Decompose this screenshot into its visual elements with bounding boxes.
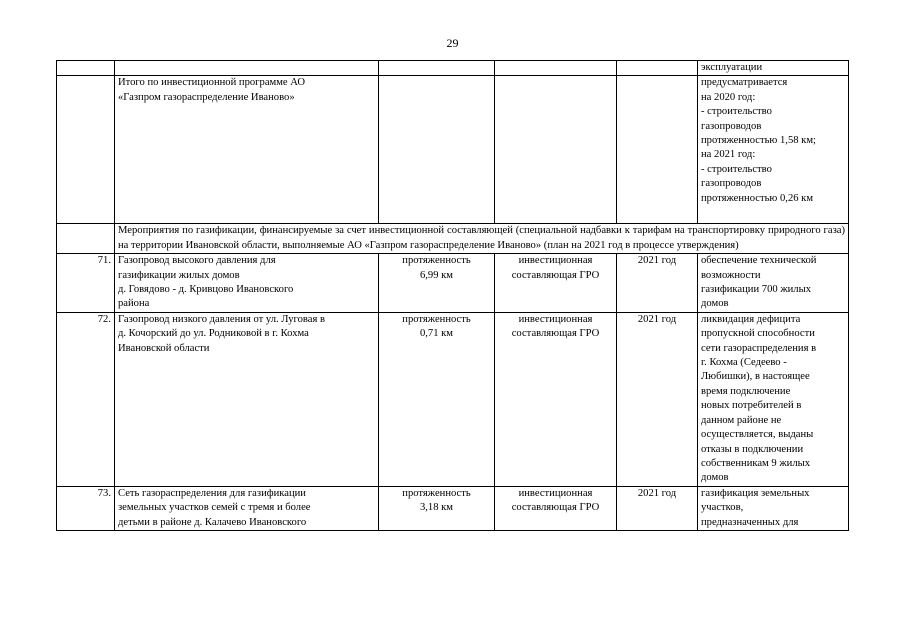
year-cell: 2021 год	[617, 486, 698, 530]
length-cell: протяженность 0,71 км	[379, 312, 495, 486]
table-row-total	[57, 76, 849, 224]
length-cell: протяженность 3,18 км	[379, 486, 495, 530]
year-cell: 2021 год	[617, 254, 698, 313]
page-number: 29	[446, 36, 459, 50]
investment-program-table	[56, 60, 849, 531]
row-number-cell: 71.	[57, 254, 115, 313]
funding-source-cell: инвестиционная составляющая ГРО	[495, 312, 617, 486]
notes-cell: газификация земельных участков, предназначенных для	[698, 486, 849, 530]
section-header-cell: Мероприятия по газификации, финансируемые за счет инвестиционной составляющей (специальной надбавки к тарифам на транспортировку природного газа) на территории Ивановской области, выполняемые АО «Газпром газораспределение Иваново» (план на 2021 год в процессе утверждения)	[115, 224, 849, 254]
table-row	[57, 254, 849, 313]
notes-cell: ликвидация дефицита пропускной способности сети газораспределения в г. Кохма (Седеево - Любишки), в настоящее время подключение новых потребителей в данном районе не осуществляется, выданы отказы в подключении собственникам 9 жилых домов	[698, 312, 849, 486]
length-cell: протяженность 6,99 км	[379, 254, 495, 313]
year-cell: 2021 год	[617, 312, 698, 486]
funding-source-cell: инвестиционная составляющая ГРО	[495, 486, 617, 530]
total-title-cell: Итого по инвестиционной программе АО «Газпром газораспределение Иваново»	[115, 76, 379, 224]
row-number-cell: 72.	[57, 312, 115, 486]
table-row-section-header	[57, 224, 849, 254]
total-notes-cell: предусматривается на 2020 год: - строительство газопроводов протяженностью 1,58 км; на 2021 год: - строительство газопроводов протяженностью 0,26 км	[698, 76, 849, 224]
table-row	[57, 312, 849, 486]
row-number-cell: 73.	[57, 486, 115, 530]
table-row	[57, 486, 849, 530]
object-name-cell: Газопровод высокого давления для газификации жилых домов д. Говядово - д. Кривцово Ивановского района	[115, 254, 379, 313]
table-row-continuation	[57, 61, 849, 76]
notes-cell: обеспечение технической возможности газификации 700 жилых домов	[698, 254, 849, 313]
object-name-cell: Сеть газораспределения для газификации земельных участков семей с тремя и более детьми в районе д. Калачево Ивановского	[115, 486, 379, 530]
object-name-cell: Газопровод низкого давления от ул. Луговая в д. Кочорский до ул. Родниковой в г. Кохма Ивановской области	[115, 312, 379, 486]
notes-cell: эксплуатации	[698, 61, 849, 76]
funding-source-cell: инвестиционная составляющая ГРО	[495, 254, 617, 313]
